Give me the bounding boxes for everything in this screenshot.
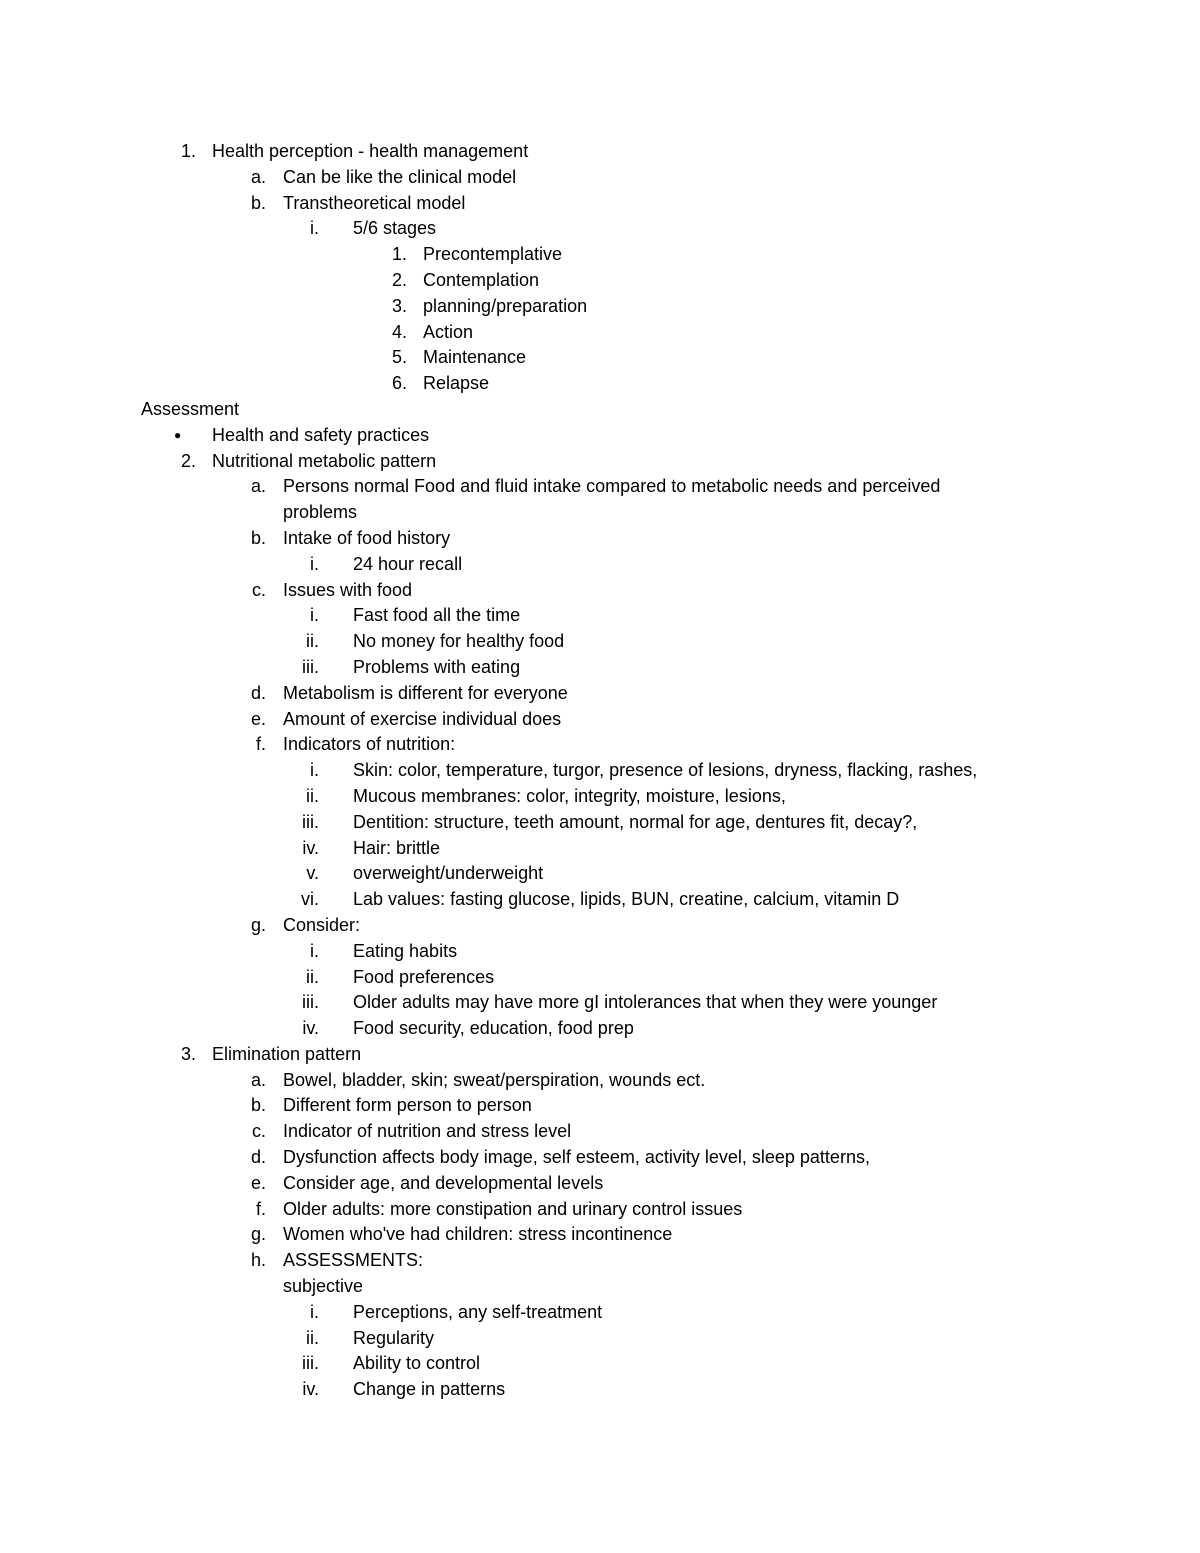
- list-marker: c.: [251, 1121, 266, 1142]
- outline-line: [0, 1377, 1200, 1403]
- outline-line: [0, 397, 1200, 423]
- list-marker: 1.: [180, 141, 196, 161]
- outline-line: [0, 191, 1200, 217]
- list-marker: ii.: [306, 966, 319, 987]
- line-text: Precontemplative: [423, 244, 563, 265]
- list-marker: v.: [306, 863, 319, 884]
- line-text: subjective: [283, 1276, 364, 1297]
- outline-line: [0, 913, 1200, 939]
- outline-line: [0, 1119, 1200, 1145]
- line-text: No money for healthy food: [353, 631, 565, 652]
- line-text: Perceptions, any self-treatment: [353, 1301, 603, 1322]
- outline-line: [0, 887, 1200, 913]
- list-marker: f.: [255, 734, 266, 755]
- line-text: overweight/underweight: [353, 863, 544, 884]
- outline-line: [0, 500, 1200, 526]
- line-text: Maintenance: [423, 347, 527, 368]
- line-text: Indicators of nutrition:: [283, 734, 456, 755]
- outline-line: [0, 681, 1200, 707]
- line-text: 24 hour recall: [353, 553, 463, 574]
- outline-line: [0, 139, 1200, 165]
- outline-line: [0, 1068, 1200, 1094]
- outline-line: [0, 1042, 1200, 1068]
- outline-line: [0, 732, 1200, 758]
- line-text: Indicator of nutrition and stress level: [283, 1121, 572, 1142]
- list-marker: iv.: [302, 837, 319, 858]
- list-marker: 2.: [180, 450, 196, 471]
- outline-document: [0, 139, 1200, 1403]
- list-marker: 1.: [391, 244, 407, 265]
- line-text: Intake of food history: [283, 527, 451, 548]
- outline-line: [0, 629, 1200, 655]
- line-text: Health perception - health management: [212, 141, 529, 161]
- outline-line: [0, 990, 1200, 1016]
- line-text: Nutritional metabolic pattern: [212, 450, 437, 471]
- outline-line: [0, 1171, 1200, 1197]
- list-marker: iii.: [302, 811, 319, 832]
- list-marker: 6.: [391, 373, 407, 394]
- line-text: Consider age, and developmental levels: [283, 1172, 604, 1193]
- line-text: Dentition: structure, teeth amount, normal for age, dentures fit, decay?,: [353, 811, 918, 832]
- line-text: problems: [283, 502, 358, 523]
- line-text: Elimination pattern: [212, 1043, 362, 1064]
- outline-line: [0, 758, 1200, 784]
- list-marker: e.: [250, 1172, 266, 1193]
- list-marker: 5.: [391, 347, 407, 368]
- outline-line: [0, 707, 1200, 733]
- outline-line: [0, 1300, 1200, 1326]
- list-marker: i.: [310, 760, 319, 781]
- list-marker: a.: [250, 166, 266, 187]
- line-text: ASSESSMENTS:: [283, 1250, 424, 1271]
- line-text: Can be like the clinical model: [283, 166, 517, 187]
- list-marker: d.: [250, 1147, 266, 1168]
- outline-line: [0, 423, 1200, 449]
- outline-line: [0, 939, 1200, 965]
- outline-line: [0, 1274, 1200, 1300]
- line-text: Contemplation: [423, 269, 540, 290]
- list-marker: h.: [250, 1250, 266, 1271]
- list-marker: 2.: [391, 269, 407, 290]
- line-text: Eating habits: [353, 940, 458, 961]
- outline-line: [0, 216, 1200, 242]
- line-text: Assessment: [141, 398, 240, 419]
- outline-line: [0, 1016, 1200, 1042]
- line-text: Persons normal Food and fluid intake compared to metabolic needs and perceived: [283, 476, 941, 497]
- outline-line: [0, 1145, 1200, 1171]
- line-text: Health and safety practices: [212, 424, 430, 445]
- outline-line: [0, 526, 1200, 552]
- line-text: Action: [423, 321, 474, 342]
- list-marker: ii.: [306, 631, 319, 652]
- list-marker: ii.: [306, 785, 319, 806]
- line-text: Consider:: [283, 914, 361, 935]
- outline-line: [0, 965, 1200, 991]
- line-text: Women who've had children: stress incontinence: [283, 1224, 673, 1245]
- outline-line: [0, 655, 1200, 681]
- line-text: Mucous membranes: color, integrity, moisture, lesions,: [353, 785, 786, 806]
- list-marker: a.: [250, 476, 266, 497]
- list-marker: a.: [250, 1069, 266, 1090]
- list-marker: i.: [310, 553, 319, 574]
- outline-line: [0, 603, 1200, 629]
- line-text: Older adults: more constipation and urinary control issues: [283, 1198, 743, 1219]
- outline-line: [0, 836, 1200, 862]
- list-marker: c.: [251, 579, 266, 600]
- outline-line: [0, 449, 1200, 475]
- line-text: 5/6 stages: [353, 218, 437, 239]
- list-marker: 4.: [391, 321, 407, 342]
- list-marker: vi.: [301, 889, 319, 910]
- line-text: Regularity: [353, 1327, 435, 1348]
- line-text: Food preferences: [353, 966, 495, 987]
- outline-line: [0, 320, 1200, 346]
- line-text: Different form person to person: [283, 1095, 532, 1116]
- list-marker: i.: [310, 1301, 319, 1322]
- line-text: Amount of exercise individual does: [283, 708, 562, 729]
- list-marker: iii.: [302, 1353, 319, 1374]
- line-text: Older adults may have more gI intolerances that when they were younger: [353, 992, 938, 1013]
- outline-line: [0, 578, 1200, 604]
- line-text: Transtheoretical model: [283, 192, 466, 213]
- outline-line: [0, 552, 1200, 578]
- line-text: planning/preparation: [423, 295, 588, 316]
- line-text: Hair: brittle: [353, 837, 441, 858]
- list-marker: ii.: [306, 1327, 319, 1348]
- list-marker: g.: [250, 914, 266, 935]
- outline-line: [0, 165, 1200, 191]
- list-marker: iv.: [302, 1379, 319, 1400]
- outline-line: [0, 1248, 1200, 1274]
- line-text: Issues with food: [283, 579, 413, 600]
- line-text: Metabolism is different for everyone: [283, 682, 568, 703]
- outline-line: [0, 345, 1200, 371]
- line-text: Food security, education, food prep: [353, 1018, 634, 1039]
- outline-line: [0, 268, 1200, 294]
- outline-line: [0, 242, 1200, 268]
- outline-line: [0, 1197, 1200, 1223]
- outline-line: [0, 1093, 1200, 1119]
- outline-line: [0, 784, 1200, 810]
- outline-line: [0, 810, 1200, 836]
- list-marker: g.: [250, 1224, 266, 1245]
- line-text: Ability to control: [353, 1353, 481, 1374]
- outline-line: [0, 371, 1200, 397]
- list-marker: i.: [310, 605, 319, 626]
- list-marker: d.: [250, 682, 266, 703]
- line-text: Dysfunction affects body image, self esteem, activity level, sleep patterns,: [283, 1147, 870, 1168]
- line-text: Lab values: fasting glucose, lipids, BUN, creatine, calcium, vitamin D: [353, 889, 900, 910]
- outline-line: [0, 294, 1200, 320]
- outline-line: [0, 1222, 1200, 1248]
- outline-line: [0, 861, 1200, 887]
- line-text: Skin: color, temperature, turgor, presence of lesions, dryness, flacking, rashes,: [353, 760, 978, 781]
- outline-line: [0, 474, 1200, 500]
- list-marker: i.: [310, 940, 319, 961]
- list-marker: e.: [250, 708, 266, 729]
- list-marker: b.: [250, 192, 266, 213]
- list-marker: i.: [310, 218, 319, 239]
- line-text: Bowel, bladder, skin; sweat/perspiration, wounds ect.: [283, 1069, 706, 1090]
- outline-line: [0, 1326, 1200, 1352]
- line-text: Change in patterns: [353, 1379, 506, 1400]
- list-marker: iv.: [302, 1018, 319, 1039]
- line-text: Fast food all the time: [353, 605, 521, 626]
- outline-line: [0, 1351, 1200, 1377]
- list-marker: iii.: [302, 656, 319, 677]
- list-marker: iii.: [302, 992, 319, 1013]
- line-text: Problems with eating: [353, 656, 521, 677]
- list-marker: 3.: [180, 1043, 196, 1064]
- list-marker: 3.: [391, 295, 407, 316]
- bullet-marker: ●: [174, 427, 182, 442]
- list-marker: f.: [255, 1198, 266, 1219]
- line-text: Relapse: [423, 373, 490, 394]
- list-marker: b.: [250, 527, 266, 548]
- list-marker: b.: [250, 1095, 266, 1116]
